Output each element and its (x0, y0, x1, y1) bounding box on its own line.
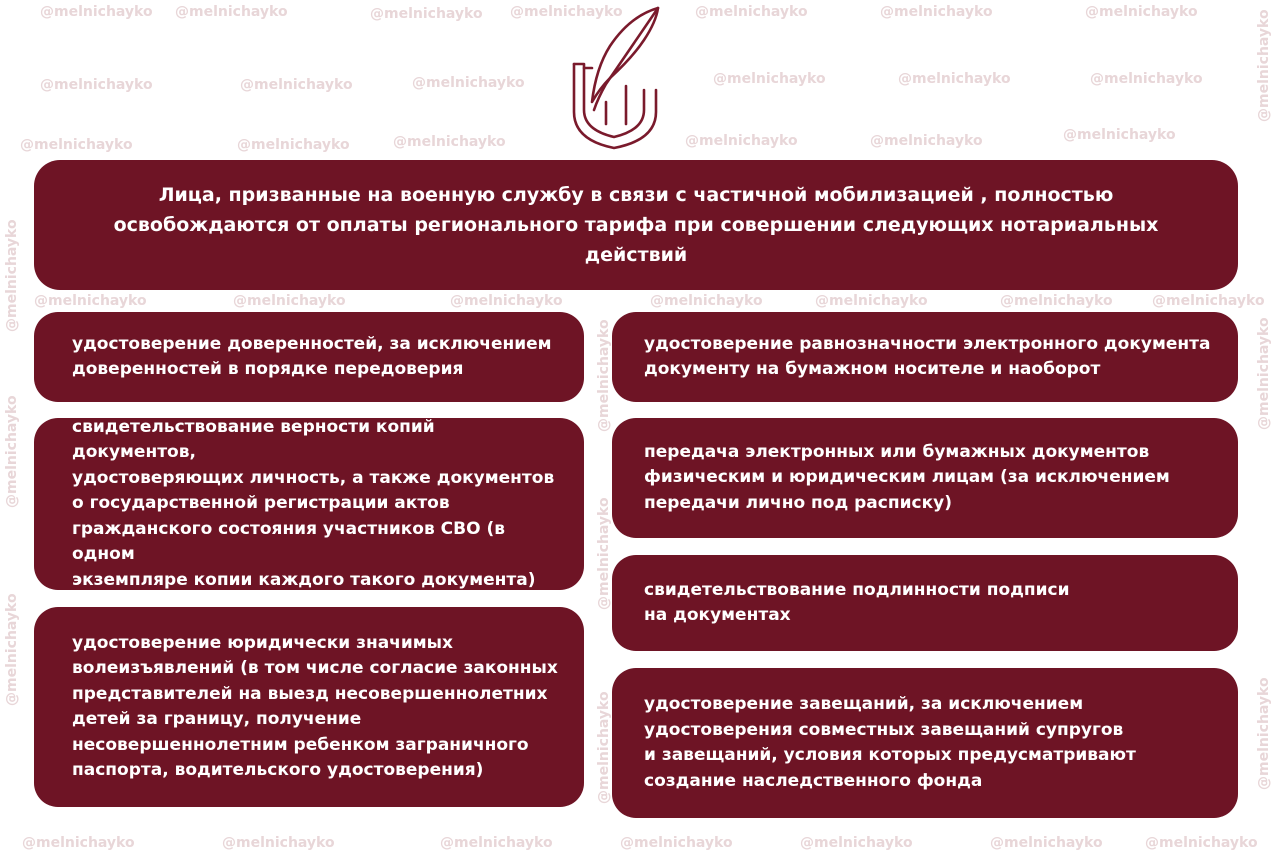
watermark: @melnichayko (880, 4, 993, 20)
card-electronic-equivalence (612, 312, 1238, 402)
header-banner (34, 160, 1238, 290)
watermark: @melnichayko (1085, 4, 1198, 20)
watermark: @melnichayko (222, 835, 335, 851)
watermark: @melnichayko (1000, 293, 1113, 309)
watermark: @melnichayko (596, 497, 612, 610)
watermark: @melnichayko (450, 293, 563, 309)
watermark: @melnichayko (870, 133, 983, 149)
watermark: @melnichayko (650, 293, 763, 309)
header-text: Лица, призванные на военную службу в связи с частичной мобилизацией , полностью освобождаются от оплаты регионального тарифа при совершении следующих нотариальных действий (113, 184, 1159, 266)
watermark: @melnichayko (685, 133, 798, 149)
watermark: @melnichayko (800, 835, 913, 851)
watermark: @melnichayko (4, 219, 20, 332)
card-text: удостоверение равнозначности электронного документа документу на бумажном носителе и наоборот (644, 333, 1211, 379)
watermark: @melnichayko (1145, 835, 1258, 851)
watermark: @melnichayko (1256, 677, 1272, 790)
watermark: @melnichayko (990, 835, 1103, 851)
watermark: @melnichayko (1090, 71, 1203, 87)
watermark: @melnichayko (393, 134, 506, 150)
watermark: @melnichayko (1256, 317, 1272, 430)
card-text: свидетельствование верности копий документов, удостоверяющих личность, а также документов о государственной регистрации актов гражданского состояния участников СВО (в одном экземпляре копии каждого такого документа) (72, 416, 555, 590)
watermark: @melnichayko (237, 137, 350, 153)
watermark: @melnichayko (233, 293, 346, 309)
watermark: @melnichayko (40, 4, 153, 20)
watermark: @melnichayko (40, 77, 153, 93)
card-document-transfer (612, 418, 1238, 538)
watermark: @melnichayko (175, 4, 288, 20)
watermark: @melnichayko (4, 593, 20, 706)
watermark: @melnichayko (440, 835, 553, 851)
card-text: свидетельствование подлинности подписи на документах (644, 579, 1070, 625)
watermark: @melnichayko (713, 71, 826, 87)
card-copies-certification (34, 418, 584, 590)
watermark: @melnichayko (596, 691, 612, 804)
watermark: @melnichayko (1152, 293, 1265, 309)
card-legally-significant-will (34, 607, 584, 807)
watermark: @melnichayko (1256, 9, 1272, 122)
watermark: @melnichayko (4, 395, 20, 508)
card-signature-authenticity (612, 555, 1238, 651)
card-text: удостоверение завещаний, за исключением удостоверения совместных завещаний супругов и завещаний, условия которых предусматривают создание наследственного фонда (644, 694, 1136, 791)
watermark: @melnichayko (240, 77, 353, 93)
card-power-of-attorney (34, 312, 584, 402)
card-text: передача электронных или бумажных документов физическим и юридическим лицам (за исключением передачи лично под расписку) (644, 441, 1170, 513)
watermark: @melnichayko (22, 835, 135, 851)
watermark: @melnichayko (898, 71, 1011, 87)
watermark: @melnichayko (412, 75, 525, 91)
card-text: удостоверение доверенностей, за исключением доверенностей в порядке передоверия (72, 333, 552, 379)
card-text: удостоверение юридически значимых волеизъявлений (в том числе согласие законных представителей на выезд несовершеннолетних детей за границу, получение несовершеннолетним ребенком заграничного паспорта, водительского удостоверения) (72, 632, 558, 780)
card-wills (612, 668, 1238, 818)
watermark: @melnichayko (815, 293, 928, 309)
watermark: @melnichayko (20, 137, 133, 153)
watermark: @melnichayko (695, 4, 808, 20)
watermark: @melnichayko (370, 6, 483, 22)
watermark: @melnichayko (510, 4, 623, 20)
quill-shield-icon (570, 6, 664, 152)
watermark: @melnichayko (34, 293, 147, 309)
watermark: @melnichayko (620, 835, 733, 851)
watermark: @melnichayko (1063, 127, 1176, 143)
watermark: @melnichayko (596, 319, 612, 432)
